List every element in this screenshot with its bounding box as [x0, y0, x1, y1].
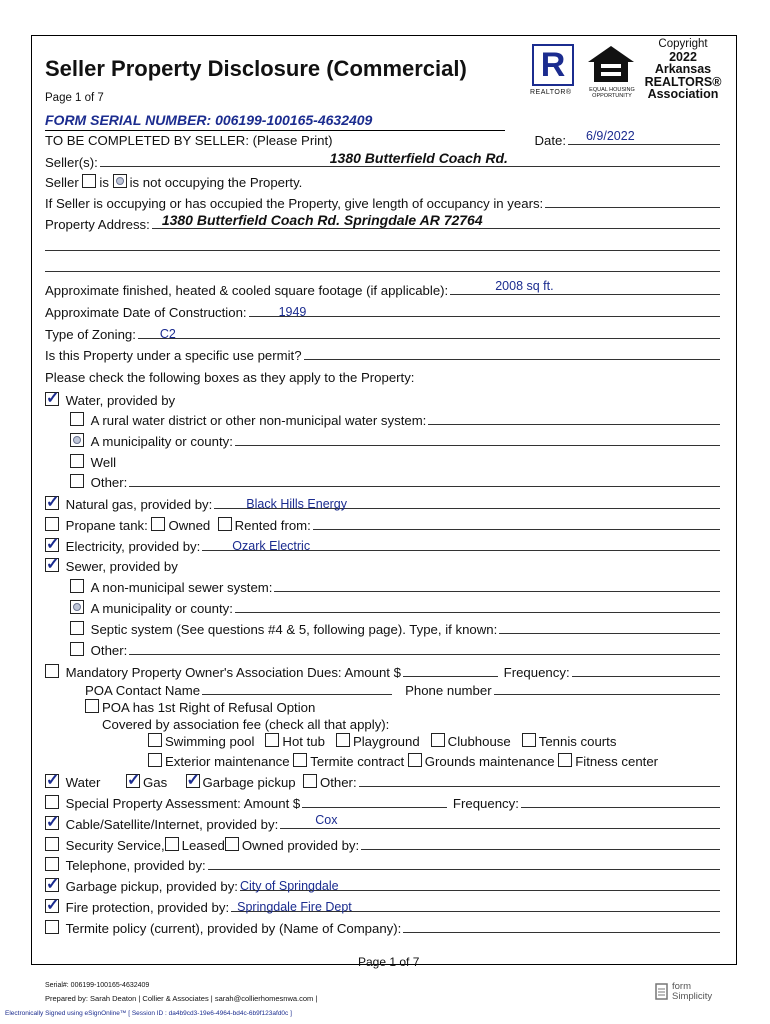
fitness-label: Fitness center	[575, 754, 659, 769]
use-permit-label: Is this Property under a specific use permit?	[45, 348, 302, 363]
footer-esign: Electronically Signed using eSignOnline™ [ Session ID : da4b9cd3-19e6-4964-bd4c-6b9f123afd0c ]	[5, 1010, 292, 1017]
row-sewer-other	[70, 640, 722, 658]
sellers-value: 1380 Butterfield Coach Rd.	[329, 150, 508, 166]
propane-owned-checkbox[interactable]	[151, 517, 165, 531]
fire-field[interactable]	[231, 900, 720, 914]
row-maintenance	[148, 751, 722, 769]
page-title: Seller Property Disclosure (Commercial)	[45, 56, 467, 81]
org-line-1: Arkansas	[654, 62, 712, 76]
row-poa-refusal	[85, 697, 722, 715]
sewer-other-label: Other:	[90, 643, 128, 658]
telephone-field[interactable]	[208, 868, 720, 870]
security-leased-checkbox[interactable]	[165, 837, 179, 851]
address-value: 1380 Butterfield Coach Rd. Springdale AR 72764	[161, 212, 483, 228]
check-instructions: Please check the following boxes as they apply to the Property:	[45, 370, 415, 385]
hottub-checkbox[interactable]	[265, 733, 279, 747]
water-label: Water, provided by	[65, 393, 176, 408]
form-simplicity-text-2: Simplicity	[672, 991, 713, 1002]
sellers-label: Seller(s):	[45, 155, 98, 170]
sqft-label: Approximate finished, heated & cooled square footage (if applicable):	[45, 283, 449, 298]
playground-checkbox[interactable]	[336, 733, 350, 747]
natural-gas-checkbox[interactable]	[45, 496, 59, 510]
poa-phone-label: Phone number	[405, 683, 492, 698]
propane-label: Propane tank:	[65, 518, 148, 533]
row-termite-policy	[45, 918, 722, 936]
water-other-checkbox[interactable]	[70, 474, 84, 488]
row-address	[45, 214, 722, 232]
row-poa-contact	[85, 680, 722, 698]
equal-housing-text: EQUAL HOUSING OPPORTUNITY	[589, 87, 635, 99]
hottub-label: Hot tub	[282, 734, 325, 749]
water-other-label: Other:	[90, 475, 128, 490]
row-telephone	[45, 855, 722, 873]
row-special-assessment	[45, 793, 722, 811]
garbage-label: Garbage pickup, provided by:	[65, 879, 238, 894]
realtor-logo-text: REALTOR®	[530, 89, 572, 96]
row-security	[45, 835, 722, 853]
rural-water-field[interactable]	[428, 423, 720, 425]
date-label: Date:	[534, 133, 566, 148]
footer-prepared-by: Prepared by: Sarah Deaton | Collier & Associates | sarah@collierhomesnwa.com |	[45, 994, 318, 1003]
form-simplicity-text	[672, 982, 712, 1002]
sewer-other-field[interactable]	[129, 653, 720, 655]
cable-checkbox[interactable]	[45, 816, 59, 830]
special-assessment-checkbox[interactable]	[45, 795, 59, 809]
row-poa-covered	[102, 714, 722, 732]
date-field[interactable]	[568, 129, 720, 145]
poa-garbage-checkbox[interactable]	[186, 774, 200, 788]
copyright-label: Copyright	[658, 38, 708, 50]
well-label: Well	[90, 455, 117, 470]
termite-contract-checkbox[interactable]	[293, 753, 307, 767]
row-electricity	[45, 536, 722, 554]
page-number-top: Page 1 of 7	[45, 92, 104, 104]
row-poa-dues	[45, 662, 722, 680]
page-number-bottom: Page 1 of 7	[358, 955, 420, 969]
cable-label: Cable/Satellite/Internet, provided by:	[65, 817, 279, 832]
zoning-label: Type of Zoning:	[45, 327, 136, 342]
security-checkbox[interactable]	[45, 837, 59, 851]
rural-water-checkbox[interactable]	[70, 412, 84, 426]
propane-rented-field[interactable]	[313, 528, 720, 530]
copyright-year: 2022	[669, 49, 697, 64]
swimming-label: Swimming pool	[165, 734, 255, 749]
termite-contract-label: Termite contract	[310, 754, 405, 769]
security-label: Security Service,	[65, 838, 165, 853]
org-line-2: REALTORS®	[644, 74, 722, 89]
row-sellers	[45, 152, 722, 170]
playground-label: Playground	[352, 734, 420, 749]
clubhouse-checkbox[interactable]	[431, 733, 445, 747]
well-checkbox[interactable]	[70, 454, 84, 468]
zoning-field[interactable]	[138, 327, 720, 341]
construction-field[interactable]	[249, 305, 720, 319]
telephone-label: Telephone, provided by:	[65, 858, 206, 873]
special-assessment-amount-field[interactable]	[302, 806, 447, 808]
termite-policy-field[interactable]	[403, 931, 720, 933]
construction-value: 1949	[278, 305, 307, 319]
row-natural-gas	[45, 494, 722, 512]
garbage-checkbox[interactable]	[45, 878, 59, 892]
row-occupying	[45, 172, 722, 190]
construction-label: Approximate Date of Construction:	[45, 305, 247, 320]
poa-covered-label: Covered by association fee (check all that apply):	[102, 717, 390, 732]
completed-by-label: TO BE COMPLETED BY SELLER: (Please Print)	[45, 133, 333, 148]
poa-water-checkbox[interactable]	[45, 774, 59, 788]
water-other-field[interactable]	[129, 485, 720, 487]
row-non-municipal-sewer	[70, 577, 722, 595]
security-owned-label: Owned provided by:	[241, 838, 360, 853]
copyright-block	[644, 38, 722, 101]
row-zoning	[45, 324, 722, 342]
poa-other-field[interactable]	[359, 785, 720, 787]
swimming-checkbox[interactable]	[148, 733, 162, 747]
security-field[interactable]	[361, 848, 720, 850]
zoning-value: C2	[159, 327, 176, 341]
row-sewer	[45, 556, 722, 574]
municipal-water-checkbox[interactable]	[70, 433, 84, 447]
exterior-label: Exterior maintenance	[165, 754, 290, 769]
row-amenities	[148, 731, 722, 749]
sewer-label: Sewer, provided by	[65, 559, 178, 574]
tennis-checkbox[interactable]	[522, 733, 536, 747]
security-owned-checkbox[interactable]	[225, 837, 239, 851]
realtor-logo-icon: R	[532, 44, 574, 86]
fitness-checkbox[interactable]	[558, 753, 572, 767]
telephone-checkbox[interactable]	[45, 857, 59, 871]
non-municipal-sewer-checkbox[interactable]	[70, 579, 84, 593]
poa-frequency-field[interactable]	[572, 675, 720, 677]
row-water	[45, 390, 722, 408]
electricity-value: Ozark Electric	[232, 539, 311, 553]
row-cable	[45, 814, 722, 832]
septic-field[interactable]	[499, 632, 720, 634]
propane-checkbox[interactable]	[45, 517, 59, 531]
address-field-3[interactable]	[45, 270, 720, 272]
poa-contact-label: POA Contact Name	[85, 683, 201, 698]
poa-gas-checkbox[interactable]	[126, 774, 140, 788]
water-checkbox[interactable]	[45, 392, 59, 406]
sewer-other-checkbox[interactable]	[70, 642, 84, 656]
municipal-sewer-field[interactable]	[235, 611, 720, 613]
row-septic	[70, 619, 722, 637]
cable-field[interactable]	[280, 813, 720, 829]
septic-checkbox[interactable]	[70, 621, 84, 635]
garbage-value: City of Springdale	[239, 879, 339, 893]
clubhouse-label: Clubhouse	[447, 734, 511, 749]
address-field[interactable]	[152, 212, 720, 229]
row-construction	[45, 302, 722, 320]
address-field-2[interactable]	[45, 249, 720, 251]
poa-amount-field[interactable]	[403, 675, 498, 677]
septic-label: Septic system (See questions #4 & 5, following page). Type, if known:	[90, 622, 498, 637]
municipal-water-field[interactable]	[235, 444, 720, 446]
rural-water-label: A rural water district or other non-municipal water system:	[90, 413, 427, 428]
occupancy-label: If Seller is occupying or has occupied the Property, give length of occupancy in years:	[45, 196, 544, 211]
org-line-3: Association	[647, 87, 719, 101]
row-well	[70, 452, 722, 470]
row-address-3	[45, 257, 722, 275]
is-label: is	[99, 175, 109, 190]
termite-policy-checkbox[interactable]	[45, 920, 59, 934]
electricity-label: Electricity, provided by:	[65, 539, 201, 554]
municipal-sewer-checkbox[interactable]	[70, 600, 84, 614]
form-serial-number: FORM SERIAL NUMBER: 006199-100165-4632409	[45, 112, 373, 128]
poa-other-label: Other:	[319, 775, 357, 790]
propane-owned-label: Owned	[168, 518, 211, 533]
poa-garbage-label: Garbage pickup	[202, 775, 296, 790]
poa-refusal-checkbox[interactable]	[85, 699, 99, 713]
poa-phone-field[interactable]	[494, 693, 720, 695]
not-occupying-checkbox[interactable]	[113, 174, 127, 188]
natural-gas-label: Natural gas, provided by:	[65, 497, 213, 512]
row-garbage	[45, 876, 722, 894]
non-municipal-sewer-field[interactable]	[274, 590, 720, 592]
fire-label: Fire protection, provided by:	[65, 900, 230, 915]
termite-policy-label: Termite policy (current), provided by (Name of Company):	[65, 921, 402, 936]
sellers-field[interactable]	[100, 150, 720, 167]
poa-refusal-label: POA has 1st Right of Refusal Option	[102, 700, 316, 715]
row-instructions	[45, 367, 722, 385]
row-rural-water	[70, 410, 722, 428]
address-label: Property Address:	[45, 217, 150, 232]
natural-gas-value: Black Hills Energy	[246, 497, 348, 511]
use-permit-field[interactable]	[304, 358, 720, 360]
exterior-checkbox[interactable]	[148, 753, 162, 767]
garbage-field[interactable]	[239, 879, 720, 893]
equal-housing-icon	[586, 44, 636, 84]
row-sqft	[45, 280, 722, 298]
grounds-label: Grounds maintenance	[424, 754, 555, 769]
electricity-checkbox[interactable]	[45, 538, 59, 552]
poa-contact-field[interactable]	[202, 693, 392, 695]
security-leased-label: Leased	[181, 838, 225, 853]
row-poa-utilities	[45, 772, 722, 790]
poa-dues-checkbox[interactable]	[45, 664, 59, 678]
form-simplicity-text-1: form	[672, 981, 691, 992]
poa-frequency-label: Frequency:	[503, 665, 570, 680]
occupancy-field[interactable]	[545, 206, 720, 208]
municipal-sewer-label: A municipality or county:	[90, 601, 233, 616]
row-municipal-water	[70, 431, 722, 449]
fire-value: Springdale Fire Dept	[237, 900, 352, 914]
seller-label: Seller	[45, 175, 79, 190]
row-propane	[45, 515, 722, 533]
date-value: 6/9/2022	[586, 129, 635, 143]
row-water-other	[70, 472, 722, 490]
row-address-2	[45, 236, 722, 254]
row-use-permit	[45, 345, 722, 363]
footer-serial: Serial#: 006199-100165-4632409	[45, 982, 150, 989]
non-municipal-sewer-label: A non-municipal sewer system:	[90, 580, 273, 595]
sewer-checkbox[interactable]	[45, 558, 59, 572]
fire-checkbox[interactable]	[45, 899, 59, 913]
tennis-label: Tennis courts	[538, 734, 617, 749]
special-assessment-frequency-field[interactable]	[521, 806, 720, 808]
row-municipal-sewer	[70, 598, 722, 616]
is-occupying-checkbox[interactable]	[82, 174, 96, 188]
row-completed-by	[45, 130, 722, 148]
poa-water-label: Water	[65, 775, 101, 790]
row-occupancy	[45, 193, 722, 211]
sqft-field[interactable]	[450, 279, 720, 295]
grounds-checkbox[interactable]	[408, 753, 422, 767]
not-occupying-label: is not occupying the Property.	[129, 175, 303, 190]
cable-value: Cox	[315, 813, 338, 827]
poa-dues-label: Mandatory Property Owner's Association Dues: Amount $	[65, 665, 401, 680]
municipal-water-label: A municipality or county:	[90, 434, 233, 449]
electricity-field[interactable]	[202, 539, 720, 553]
propane-rented-label: Rented from:	[234, 518, 311, 533]
row-fire	[45, 897, 722, 915]
special-assessment-frequency-label: Frequency:	[452, 796, 519, 811]
sqft-value: 2008 sq ft.	[495, 279, 554, 293]
poa-gas-label: Gas	[143, 775, 168, 790]
special-assessment-label: Special Property Assessment: Amount $	[65, 796, 301, 811]
poa-other-checkbox[interactable]	[303, 774, 317, 788]
propane-rented-checkbox[interactable]	[218, 517, 232, 531]
natural-gas-field[interactable]	[214, 497, 720, 511]
